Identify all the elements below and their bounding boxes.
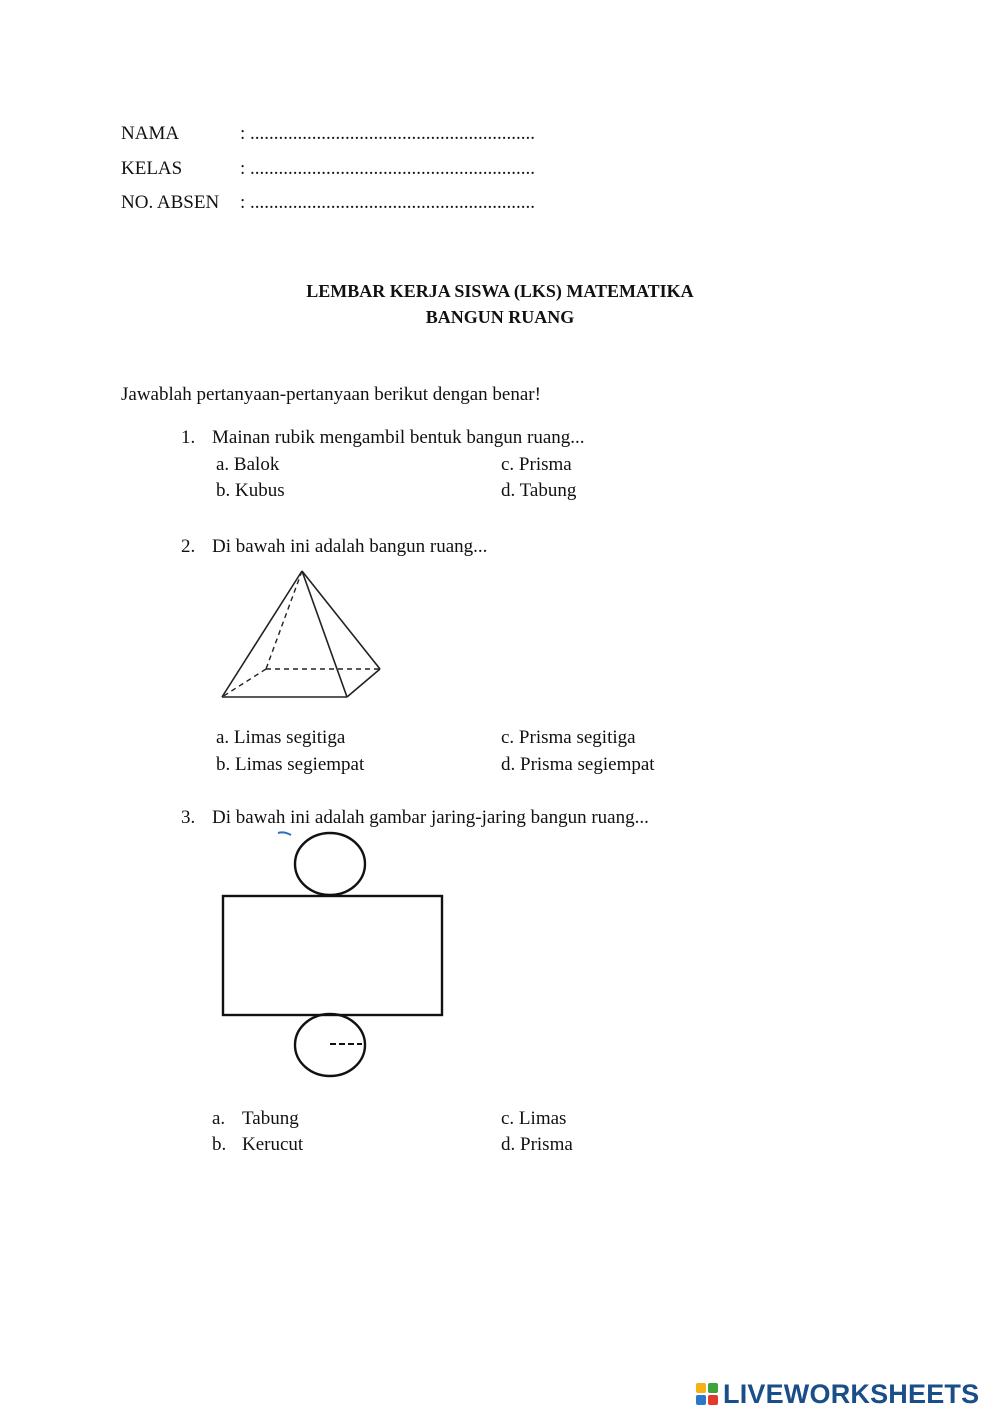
class-label: KELAS <box>121 158 183 179</box>
question-1-option-a[interactable]: a. Balok <box>216 454 280 475</box>
question-3-option-d[interactable]: d. Prisma <box>501 1134 573 1155</box>
square-pyramid-figure <box>214 565 389 705</box>
question-2-text: Di bawah ini adalah bangun ruang... <box>212 536 488 557</box>
pyramid-edge-right <box>302 571 380 669</box>
question-3-option-b[interactable]: Kerucut <box>242 1134 304 1155</box>
question-1-option-d[interactable]: d. Tabung <box>501 480 577 501</box>
pyramid-base-right <box>347 669 380 697</box>
question-3-text: Di bawah ini adalah gambar jaring-jaring bangun ruang... <box>212 807 649 828</box>
question-3-number: 3. <box>181 807 196 828</box>
question-3-option-b-letter[interactable]: b. <box>212 1134 227 1155</box>
pyramid-edge-left <box>222 571 302 697</box>
question-1-number: 1. <box>181 427 196 448</box>
net-top-circle <box>295 833 365 895</box>
question-3-option-c[interactable]: c. Limas <box>501 1108 567 1129</box>
net-rectangle <box>223 896 442 1015</box>
instruction-text: Jawablah pertanyaan-pertanyaan berikut dengan benar! <box>121 384 541 405</box>
question-2-option-d[interactable]: d. Prisma segiempat <box>501 754 655 775</box>
liveworksheets-logo-icon <box>696 1383 718 1405</box>
question-1-option-c[interactable]: c. Prisma <box>501 454 572 475</box>
name-field[interactable]: : ............................................................ <box>240 123 536 144</box>
question-3-option-a-letter[interactable]: a. <box>212 1108 226 1129</box>
pyramid-hidden-base-left <box>222 669 266 697</box>
attendance-number-field[interactable]: : ............................................................ <box>240 192 536 213</box>
cylinder-net-figure <box>212 830 452 1078</box>
pen-mark <box>278 832 291 835</box>
question-2-option-b[interactable]: b. Limas segiempat <box>216 754 365 775</box>
pyramid-edge-front <box>302 571 347 697</box>
question-2-option-c[interactable]: c. Prisma segitiga <box>501 727 636 748</box>
question-3-option-a[interactable]: Tabung <box>242 1108 299 1129</box>
question-1-text: Mainan rubik mengambil bentuk bangun ruang... <box>212 427 585 448</box>
name-label: NAMA <box>121 123 180 144</box>
liveworksheets-brand-text: LIVEWORKSHEETS <box>723 1378 980 1409</box>
class-field[interactable]: : ............................................................ <box>240 158 536 179</box>
attendance-number-label: NO. ABSEN <box>121 192 220 213</box>
liveworksheets-logo <box>696 1378 979 1410</box>
worksheet-subtitle: BANGUN RUANG <box>425 307 575 327</box>
question-2-number: 2. <box>181 536 196 557</box>
question-2-option-a[interactable]: a. Limas segitiga <box>216 727 346 748</box>
question-1-option-b[interactable]: b. Kubus <box>216 480 285 501</box>
worksheet-title: LEMBAR KERJA SISWA (LKS) MATEMATIKA <box>306 281 694 301</box>
